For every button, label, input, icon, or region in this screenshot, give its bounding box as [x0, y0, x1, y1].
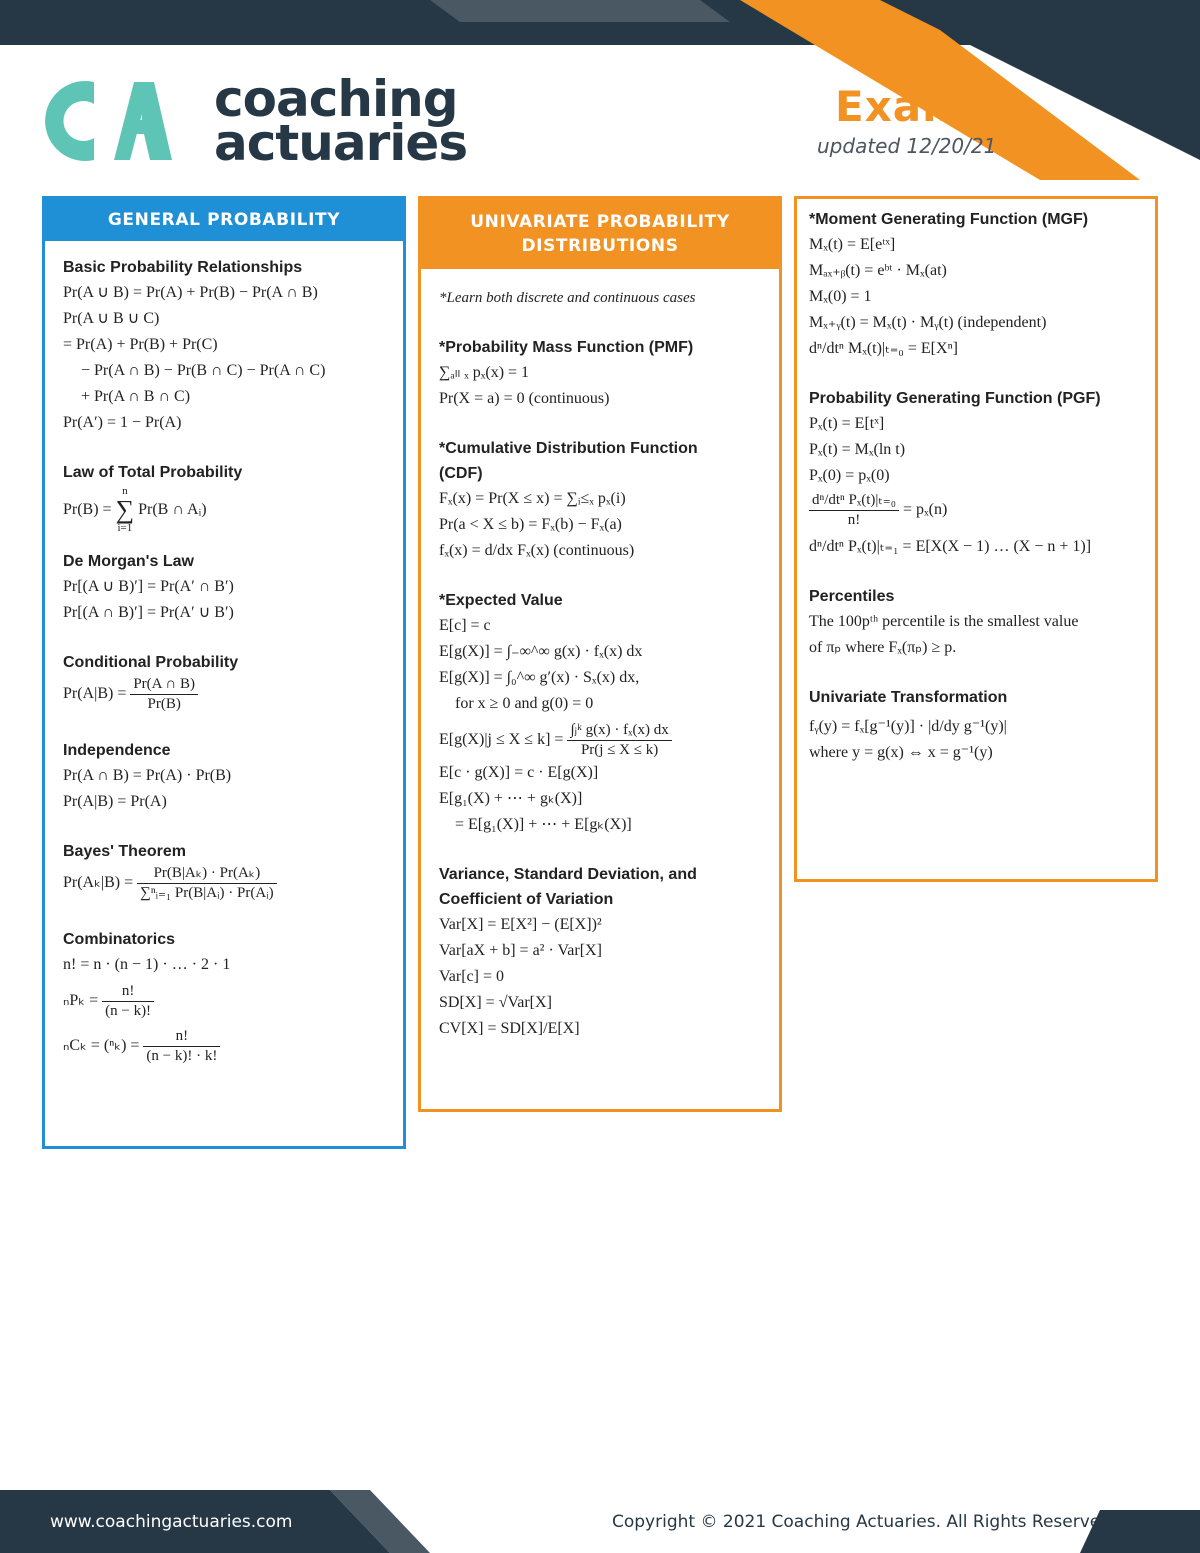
general-probability-panel — [42, 196, 406, 1149]
formula-variance-linear: Var[aX + b] = a² · Var[X] — [439, 942, 602, 959]
sigma: ∑ — [115, 495, 135, 525]
logo-mark — [42, 76, 172, 166]
ev-conditional-lhs: E[g(X)|j ≤ X ≤ k] = — [439, 731, 564, 749]
formula-ev-condition: for x ≥ 0 and g(0) = 0 — [455, 695, 594, 712]
pgf-title: Probability Generating Function (PGF) — [809, 390, 1101, 407]
transformation-title: Univariate Transformation — [809, 689, 1008, 706]
univariate-heading-line1: UNIVARIATE PROBABILITY — [470, 212, 730, 232]
expected-value-title: *Expected Value — [439, 592, 563, 609]
combinatorics-title: Combinatorics — [63, 931, 176, 948]
copyright-text: Copyright © 2021 Coaching Actuaries. All Rights Reserved. — [612, 1512, 1117, 1532]
formula-variance: Var[X] = E[X²] − (E[X])² — [439, 916, 602, 933]
formula-cdf-interval: Pr(a < X ≤ b) = Fₓ(b) − Fₓ(a) — [439, 516, 622, 533]
formula-cv: CV[X] = SD[X]/E[X] — [439, 1020, 580, 1037]
formula-bayes — [63, 864, 385, 903]
comb-num: n! — [143, 1027, 220, 1047]
bayes-fraction — [137, 864, 277, 903]
formula-pmf-sum: ∑ₐₗₗ ₓ pₓ(x) = 1 — [439, 364, 530, 381]
discrete-continuous-note: *Learn both discrete and continuous cases — [439, 290, 696, 306]
formula-cdf: Fₓ(x) = Pr(X ≤ x) = ∑ᵢ≤ₓ pₓ(i) — [439, 490, 626, 507]
formula-cdf-derivative: fₓ(x) = d/dx Fₓ(x) (continuous) — [439, 542, 635, 559]
percentiles-title: Percentiles — [809, 588, 895, 605]
formula-union3: Pr(A ∪ B ∪ C) — [63, 310, 160, 327]
formula-mgf: Mₓ(t) = E[eᵗˣ] — [809, 236, 896, 253]
formula-union3-a: = Pr(A) + Pr(B) + Pr(C) — [63, 336, 218, 353]
website-link[interactable]: www.coachingactuaries.com — [50, 1512, 293, 1532]
formula-ev-constant: E[c] = c — [439, 617, 491, 634]
formula-transformation: fᵧ(y) = fₓ[g⁻¹(y)] · |d/dy g⁻¹(y)| — [809, 718, 1007, 735]
ev-conditional-num: ∫ⱼᵏ g(x) · fₓ(x) dx — [567, 721, 671, 741]
formula-demorgan-1: Pr[(A ∪ B)′] = Pr(A′ ∩ B′) — [63, 578, 234, 595]
updated-date: updated 12/20/21 — [817, 134, 997, 158]
pmf-title: *Probability Mass Function (PMF) — [439, 339, 694, 356]
univariate-heading-line2: DISTRIBUTIONS — [521, 236, 679, 256]
formula-factorial: n! = n · (n − 1) · … · 2 · 1 — [63, 956, 231, 973]
ev-conditional-den: Pr(j ≤ X ≤ k) — [580, 742, 659, 758]
comb-fraction — [143, 1027, 220, 1066]
conditional-den: Pr(B) — [147, 696, 181, 712]
percentile-definition-line2: of πₚ where Fₓ(πₚ) ≥ p. — [809, 639, 957, 656]
page-title: Exam P — [835, 82, 1015, 131]
sum-bottom: i=1 — [117, 522, 133, 535]
pgf-pmf-den: n! — [847, 512, 861, 528]
bayes-den: ∑ⁿᵢ₌₁ Pr(B|Aᵢ) · Pr(Aᵢ) — [140, 885, 274, 901]
formula-pgf-mgf: Pₓ(t) = Mₓ(ln t) — [809, 441, 906, 458]
ev-conditional-fraction — [567, 721, 671, 760]
formula-ev-survival: E[g(X)] = ∫₀^∞ g′(x) · Sₓ(x) dx, — [439, 669, 640, 686]
formula-permutation — [63, 982, 385, 1021]
total-probability-title: Law of Total Probability — [63, 464, 243, 481]
formula-transformation-where: where y = g(x) ⇔ x = g⁻¹(y) — [809, 744, 993, 761]
variance-title-line2: Coefficient of Variation — [439, 891, 614, 908]
conditional-num: Pr(A ∩ B) — [130, 675, 198, 695]
formula-mgf-independent: Mₓ₊ᵧ(t) = Mₓ(t) · Mᵧ(t) (independent) — [809, 314, 1047, 331]
perm-lhs: ₙPₖ = — [63, 992, 99, 1010]
formula-pgf: Pₓ(t) = E[tˣ] — [809, 415, 885, 432]
formula-union3-c: + Pr(A ∩ B ∩ C) — [81, 388, 191, 405]
univariate-heading — [421, 199, 779, 269]
general-probability-heading: GENERAL PROBABILITY — [45, 199, 403, 241]
pgf-pmf-rhs: = pₓ(n) — [902, 501, 948, 519]
bayes-lhs: Pr(Aₖ|B) = — [63, 874, 134, 892]
formula-independence-2: Pr(A|B) = Pr(A) — [63, 793, 167, 810]
formula-pgf-pmf — [809, 491, 1137, 530]
pgf-pmf-fraction — [809, 491, 899, 530]
perm-num: n! — [102, 982, 154, 1002]
univariate-distributions-panel — [418, 196, 782, 1112]
formula-pmf-continuous: Pr(X = a) = 0 (continuous) — [439, 390, 610, 407]
conditional-probability-title: Conditional Probability — [63, 654, 239, 671]
de-morgan-title: De Morgan's Law — [63, 553, 194, 570]
formula-total-probability — [63, 485, 385, 535]
bayes-num: Pr(B|Aₖ) · Pr(Aₖ) — [137, 864, 277, 884]
company-logo[interactable] — [42, 70, 472, 172]
percentile-definition-line1: The 100pᵗʰ percentile is the smallest value — [809, 613, 1079, 630]
formula-sd: SD[X] = √Var[X] — [439, 994, 552, 1011]
basic-probability-title: Basic Probability Relationships — [63, 259, 303, 276]
perm-fraction — [102, 982, 154, 1021]
formula-pgf-factorial-moment: dⁿ/dtⁿ Pₓ(t)|ₜ₌₁ = E[X(X − 1) … (X − n + 1)] — [809, 538, 1092, 555]
pgf-pmf-num: dⁿ/dtⁿ Pₓ(t)|ₜ₌₀ — [809, 491, 899, 511]
formula-conditional — [63, 675, 385, 714]
formula-mgf-moment: dⁿ/dtⁿ Mₓ(t)|ₜ₌₀ = E[Xⁿ] — [809, 340, 958, 357]
perm-den: (n − k)! — [105, 1003, 152, 1019]
formula-ev-sum: E[g₁(X) + ⋯ + gₖ(X)] — [439, 790, 583, 807]
formula-union: Pr(A ∪ B) = Pr(A) + Pr(B) − Pr(A ∩ B) — [63, 284, 318, 301]
cdf-title-line2: (CDF) — [439, 465, 483, 482]
formula-independence-1: Pr(A ∩ B) = Pr(A) · Pr(B) — [63, 767, 232, 784]
logo-word-coaching: coaching — [214, 70, 458, 128]
sum-symbol — [116, 486, 135, 534]
conditional-lhs: Pr(A|B) = — [63, 685, 127, 703]
comb-den: (n − k)! · k! — [146, 1048, 218, 1064]
sum-top: n — [122, 485, 128, 498]
formula-ev-integral: E[g(X)] = ∫₋∞^∞ g(x) · fₓ(x) dx — [439, 643, 643, 660]
formula-combination — [63, 1027, 385, 1066]
formula-mgf-linear: Mₐₓ₊ᵦ(t) = eᵇᵗ · Mₓ(at) — [809, 262, 947, 279]
generating-functions-panel — [794, 196, 1158, 882]
formula-ev-scale: E[c · g(X)] = c · E[g(X)] — [439, 764, 599, 781]
total-rhs: Pr(B ∩ Aᵢ) — [138, 501, 207, 518]
formula-variance-constant: Var[c] = 0 — [439, 968, 504, 985]
mgf-title: *Moment Generating Function (MGF) — [809, 211, 1089, 228]
formula-ev-conditional — [439, 721, 761, 760]
total-lhs: Pr(B) = — [63, 501, 112, 518]
cdf-title-line1: *Cumulative Distribution Function — [439, 440, 698, 457]
variance-title-line1: Variance, Standard Deviation, and — [439, 866, 697, 883]
logo-word-actuaries: actuaries — [214, 114, 468, 172]
comb-lhs: ₙCₖ = (ⁿₖ) = — [63, 1037, 140, 1055]
formula-union3-b: − Pr(A ∩ B) − Pr(B ∩ C) − Pr(A ∩ C) — [81, 362, 326, 379]
conditional-fraction — [130, 675, 198, 714]
formula-ev-sum-expanded: = E[g₁(X)] + ⋯ + E[gₖ(X)] — [455, 816, 632, 833]
formula-mgf-zero: Mₓ(0) = 1 — [809, 288, 872, 305]
formula-pgf-zero: Pₓ(0) = pₓ(0) — [809, 467, 890, 484]
formula-demorgan-2: Pr[(A ∩ B)′] = Pr(A′ ∪ B′) — [63, 604, 234, 621]
bayes-title: Bayes' Theorem — [63, 843, 186, 860]
page-number: 1 — [1137, 1512, 1148, 1532]
independence-title: Independence — [63, 742, 171, 759]
formula-complement: Pr(A′) = 1 − Pr(A) — [63, 414, 182, 431]
